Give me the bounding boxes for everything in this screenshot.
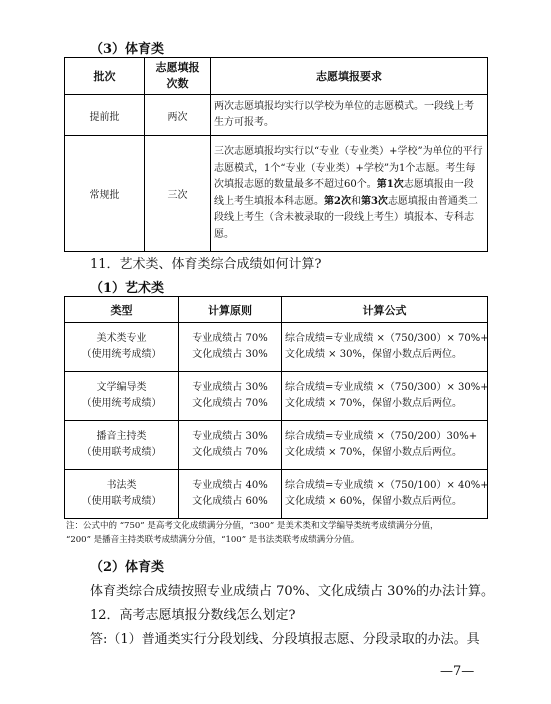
sports-score-paragraph: 体育类综合成绩按照专业成绩占 70%、文化成绩占 30%的办法计算。 (90, 584, 495, 599)
header-principle: 计算原则 (179, 297, 282, 323)
formula-line: 文化成绩 × 30%，保留小数点后两位。 (285, 349, 462, 360)
table-row (65, 421, 488, 470)
type-cell (65, 470, 179, 519)
type-source: （使用联考成绩） (81, 447, 162, 458)
principle-cell (179, 323, 282, 372)
formula-cell (282, 470, 488, 519)
table-row (65, 470, 488, 519)
principle-line: 文化成绩占 60% (192, 496, 268, 507)
formula-cell (282, 421, 488, 470)
answer-12: 答:（1）普通类实行分段划线、分段填报志愿、分段录取的办法。具 (90, 632, 480, 647)
table2-header-row (65, 297, 488, 323)
req-bold: 第3次 (360, 195, 388, 207)
batch-cell: 提前批 (65, 95, 145, 136)
table-row (65, 372, 488, 421)
sports-volunteer-table (64, 57, 488, 252)
type-name: 书法类 (106, 480, 137, 491)
question-12: 12．高考志愿填报分数线怎么划定? (90, 608, 296, 623)
formula-line: 综合成绩=专业成绩 ×（750/300）× 30%+ (285, 382, 489, 393)
header-count-line2: 次数 (166, 77, 189, 90)
principle-line: 文化成绩占 70% (192, 447, 268, 458)
formula-cell (282, 323, 488, 372)
formula-line: 综合成绩=专业成绩 ×（750/200）30%+ (285, 431, 478, 442)
req-bold: 第1次 (376, 179, 404, 190)
note-line-2: “200” 是播音主持类联考成绩满分分值，“100” 是书法类联考成绩满分分值。 (66, 535, 360, 545)
principle-cell (179, 470, 282, 519)
type-cell (65, 323, 179, 372)
principle-line: 专业成绩占 30% (192, 382, 268, 393)
type-name: 文学编导类 (96, 382, 147, 393)
principle-line: 文化成绩占 70% (192, 398, 268, 409)
art-score-table (64, 296, 488, 519)
principle-line: 文化成绩占 30% (192, 349, 268, 360)
formula-line: 综合成绩=专业成绩 ×（750/100）× 40%+ (285, 480, 489, 491)
table-note (66, 519, 438, 547)
requirement-cell (211, 136, 488, 252)
header-requirement: 志愿填报要求 (211, 58, 488, 95)
type-cell (65, 421, 179, 470)
req-text: 三次志愿填报均实行以“专业（专业类）+学校”为单位的平行志愿模式，1个“专业（专业类）+学校”为1个志愿。考生每次填报志愿的数量最多不超过60个。 (214, 146, 483, 190)
principle-cell (179, 421, 282, 470)
question-11: 11．艺术类、体育类综合成绩如何计算? (90, 257, 322, 272)
header-count-line1: 志愿填报 (155, 61, 200, 74)
table-row (65, 95, 488, 136)
header-type: 类型 (65, 297, 179, 323)
header-count (145, 58, 211, 95)
formula-line: 综合成绩=专业成绩 ×（750/300）× 70%+ (285, 333, 489, 344)
principle-line: 专业成绩占 30% (192, 431, 268, 442)
formula-line: 文化成绩 × 70%，保留小数点后两位。 (285, 447, 462, 458)
table1-header-row (65, 58, 488, 95)
count-cell: 三次 (145, 136, 211, 252)
table-row (65, 323, 488, 372)
formula-cell (282, 372, 488, 421)
section-heading-sports-2: （2）体育类 (90, 560, 165, 575)
type-cell (65, 372, 179, 421)
batch-cell: 常规批 (65, 136, 145, 252)
header-formula: 计算公式 (282, 297, 488, 323)
formula-line: 文化成绩 × 70%，保留小数点后两位。 (285, 398, 462, 409)
req-bold: 第2次 (324, 195, 351, 207)
type-source: （使用统考成绩） (81, 398, 162, 409)
page-number: —7— (440, 664, 475, 679)
principle-line: 专业成绩占 70% (192, 333, 268, 344)
note-line-1: 注：公式中的 “750” 是高考文化成绩满分分值，“300” 是美术类和文学编导类统考成绩满分分值， (66, 521, 439, 531)
type-source: （使用联考成绩） (81, 496, 162, 507)
req-text: 和 (350, 195, 361, 207)
principle-cell (179, 372, 282, 421)
section-heading-art: （1）艺术类 (90, 281, 165, 296)
section-heading-sports: （3）体育类 (90, 42, 165, 57)
table-row (65, 136, 488, 252)
formula-line: 文化成绩 × 60%，保留小数点后两位。 (285, 496, 462, 507)
req-text: 志愿填报由普通类二段线上考生（含未被录取的一段线上考生）填报本、专科志愿。 (214, 195, 478, 240)
principle-line: 专业成绩占 40% (192, 480, 268, 491)
requirement-cell: 两次志愿填报均实行以学校为单位的志愿模式。一段线上考生方可报考。 (211, 95, 488, 136)
header-batch: 批次 (65, 58, 145, 95)
type-name: 播音主持类 (96, 431, 147, 442)
count-cell: 两次 (145, 95, 211, 136)
type-name: 美术类专业 (96, 333, 147, 344)
type-source: （使用统考成绩） (81, 349, 162, 360)
req-text: 志愿填报由一段线上考生填报本科志愿。 (214, 179, 474, 207)
